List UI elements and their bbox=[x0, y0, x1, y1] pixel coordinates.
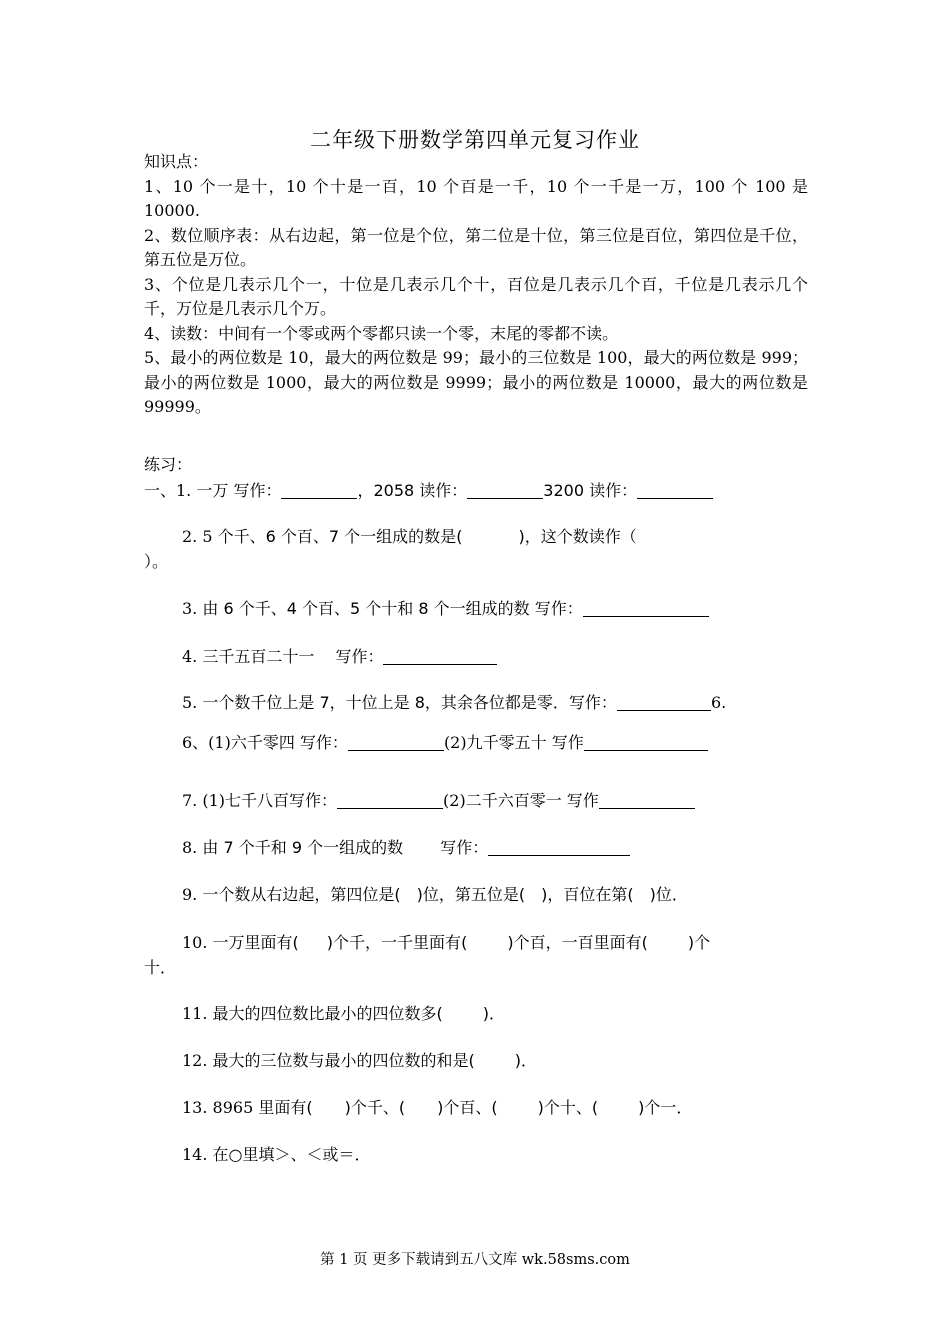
question-11: 11. 最大的四位数比最小的四位数多( )． bbox=[182, 1004, 506, 1023]
question-3: 3. 由 6 个千、4 个百、5 个十和 8 个一组成的数 写作： bbox=[182, 596, 709, 619]
question-7: 7. (1)七千八百写作： (2)二千六百零一 写作 bbox=[182, 788, 695, 811]
question-12: 12. 最大的三位数与最小的四位数的和是( )． bbox=[182, 1051, 538, 1070]
knowledge-item: 1、10 个一是十，10 个十是一百，10 个百是一千，10 个一千是一万，100 个 100 是 10000. bbox=[144, 176, 808, 220]
question-10-continued: 十． bbox=[144, 958, 177, 977]
question-2: 2. 5 个千、6 个百、7 个一组成的数是( )，这个数读作（ bbox=[182, 527, 637, 546]
question-14: 14. 在○里填＞、＜或＝． bbox=[182, 1145, 371, 1164]
knowledge-item: 5、最小的两位数是 10，最大的两位数是 99；最小的三位数是 100，最大的两位数是 999；最小的两位数是 1000，最大的两位数是 9999；最小的两位数是 10000，最大的两位数是 99999。 bbox=[144, 348, 808, 416]
answer-blank[interactable] bbox=[383, 646, 497, 665]
question-8: 8. 由 7 个千和 9 个一组成的数 写作： bbox=[182, 835, 630, 858]
answer-blank[interactable] bbox=[337, 790, 443, 809]
knowledge-heading: 知识点： bbox=[144, 152, 209, 171]
question-9: 9. 一个数从右边起，第四位是( )位，第五位是( )，百位在第( )位． bbox=[182, 885, 688, 904]
answer-blank[interactable] bbox=[348, 732, 444, 751]
answer-blank[interactable] bbox=[488, 837, 630, 856]
page-footer: 第 1 页 更多下载请到五八文库 wk.58sms.com bbox=[320, 1252, 630, 1268]
question-2-continued: ）。 bbox=[144, 552, 169, 571]
question-1: 一、1. 一万 写作： ，2058 读作： 3200 读作： bbox=[144, 478, 713, 501]
knowledge-section bbox=[144, 150, 808, 420]
question-13: 13. 8965 里面有( )个千、( )个百、( )个十、( )个一． bbox=[182, 1098, 693, 1117]
answer-blank[interactable] bbox=[617, 692, 711, 711]
exercises-heading: 练习： bbox=[144, 455, 193, 474]
knowledge-item: 4、读数：中间有一个零或两个零都只读一个零，末尾的零都不读。 bbox=[144, 323, 619, 343]
question-4: 4. 三千五百二十一 写作： bbox=[182, 644, 497, 667]
knowledge-item: 2、数位顺序表：从右边起，第一位是个位，第二位是十位，第三位是百位，第四位是千位，第五位是万位。 bbox=[144, 225, 808, 269]
answer-blank[interactable] bbox=[467, 480, 543, 499]
question-6: 6、(1)六千零四 写作： (2)九千零五十 写作 bbox=[182, 730, 708, 753]
knowledge-item: 3、个位是几表示几个一，十位是几表示几个十，百位是几表示几个百，千位是几表示几个千，万位是几表示几个万。 bbox=[144, 274, 808, 318]
answer-blank[interactable] bbox=[584, 732, 708, 751]
answer-blank[interactable] bbox=[281, 480, 357, 499]
page-title: 二年级下册数学第四单元复习作业 bbox=[310, 128, 640, 152]
answer-blank[interactable] bbox=[637, 480, 713, 499]
answer-blank[interactable] bbox=[583, 598, 709, 617]
question-5: 5. 一个数千位上是 7，十位上是 8，其余各位都是零．写作： 6. bbox=[182, 693, 727, 712]
question-10: 10. 一万里面有( )个千，一千里面有( )个百，一百里面有( )个 bbox=[182, 933, 711, 952]
answer-blank[interactable] bbox=[599, 790, 695, 809]
